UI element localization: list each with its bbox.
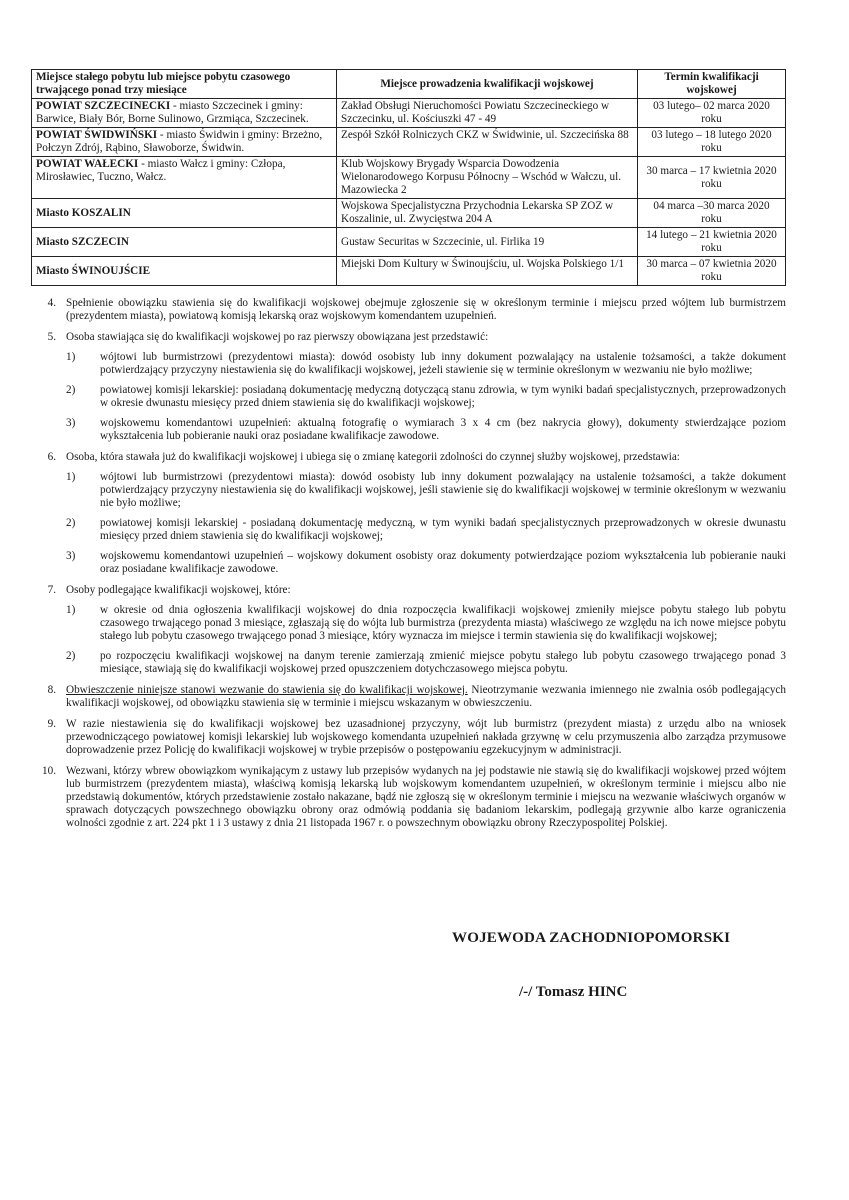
cell-term: 30 marca – 07 kwietnia 2020 roku xyxy=(638,257,786,286)
header-residence: Miejsce stałego pobytu lub miejsce pobytu czasowego trwającego ponad trzy miesiące xyxy=(32,70,337,99)
cell-location: Klub Wojskowy Brygady Wsparcia Dowodzenia Wielonarodowego Korpusu Północny – Wschód w Wałczu, ul. Mazowiecka 2 xyxy=(337,157,638,199)
table-row xyxy=(32,157,786,199)
sub-item-text: powiatowej komisji lekarskiej - posiadaną dokumentację medyczną, w tym wyniki badań specjalistycznych przeprowadzonych w okresie dwunastu miesięcy przed dniem stawienia się do kwalifikacji wojskowej; xyxy=(100,517,786,542)
cell-term: 30 marca – 17 kwietnia 2020 roku xyxy=(638,157,786,199)
sub-item-text: po rozpoczęciu kwalifikacji wojskowej na danym terenie zamierzają zmienić miejsce pobytu stałego lub pobytu czasowego trwającego ponad 3 miesiące, stawiają się do kwalifikacji wojskowej przed opuszczeniem dotychczasowego miejsca pobytu. xyxy=(100,650,786,675)
provision-text: Nieotrzymanie wezwania imiennego nie zwalnia osób podlegających kwalifikacji wojskowej, od obowiązku stawienia się w terminie i miejscu wskazanym w obwieszczeniu. xyxy=(66,684,786,709)
area-name: Miasto SZCZECIN xyxy=(36,235,129,248)
provision-number: 6. xyxy=(47,451,56,463)
sub-item-number: 2) xyxy=(66,517,76,529)
sub-item xyxy=(66,351,786,377)
header-term: Termin kwalifikacji wojskowej xyxy=(638,70,786,99)
provision-number: 7. xyxy=(47,584,56,596)
cell-location: Miejski Dom Kultury w Świnoujściu, ul. Wojska Polskiego 1/1 xyxy=(337,257,638,286)
sub-item xyxy=(66,471,786,510)
area-name: Miasto KOSZALIN xyxy=(36,206,131,219)
notice-provisions xyxy=(34,297,786,838)
signatory-office: WOJEWODA ZACHODNIOPOMORSKI xyxy=(452,930,731,946)
sub-item-number: 3) xyxy=(66,550,76,562)
provision-text: Osoba, która stawała już do kwalifikacji wojskowej i ubiega się o zmianę kategorii zdolności do czynnej służby wojskowej, przedstawia: xyxy=(66,451,680,463)
area-name: POWIAT SZCZECINECKI xyxy=(36,100,171,112)
area-details: - miasto Szczecinek i gminy: Barwice, Biały Bór, Borne Sulinowo, Grzmiąca, Szczecinek. xyxy=(36,100,309,125)
provision-number: 10. xyxy=(42,765,56,777)
cell-term: 03 lutego – 18 lutego 2020 roku xyxy=(638,128,786,157)
cell-location: Wojskowa Specjalistyczna Przychodnia Lekarska SP ZOZ w Koszalinie, ul. Zwycięstwa 204 A xyxy=(337,199,638,228)
table-header-row xyxy=(32,70,786,99)
area-name: Miasto ŚWINOUJŚCIE xyxy=(36,264,151,277)
sub-item-number: 1) xyxy=(66,471,76,483)
sub-item-number: 2) xyxy=(66,384,76,396)
cell-location: Gustaw Securitas w Szczecinie, ul. Firlika 19 xyxy=(337,228,638,257)
cell-area xyxy=(32,228,337,257)
cell-term: 14 lutego – 21 kwietnia 2020 roku xyxy=(638,228,786,257)
table-row xyxy=(32,99,786,128)
sub-item xyxy=(66,517,786,543)
sub-item xyxy=(66,384,786,410)
provision-item xyxy=(34,297,786,323)
provision-text: Osoba stawiająca się do kwalifikacji wojskowej po raz pierwszy obowiązana jest przedstawić: xyxy=(66,331,489,343)
cell-area xyxy=(32,128,337,157)
sub-item-text: wojskowemu komendantowi uzupełnień – wojskowy dokument osobisty oraz dokumenty potwierdzające poziom wykształcenia lub pobieranie nauki oraz posiadane kwalifikacje zawodowe. xyxy=(100,550,786,575)
provision-number: 8. xyxy=(47,684,56,696)
table-row xyxy=(32,257,786,286)
cell-area xyxy=(32,157,337,199)
cell-term: 03 lutego– 02 marca 2020 roku xyxy=(638,99,786,128)
area-name: POWIAT ŚWIDWIŃSKI xyxy=(36,129,158,141)
provision-text: W razie niestawienia się do kwalifikacji wojskowej bez uzasadnionej przyczyny, wójt lub burmistrz (prezydent miasta) z urzędu albo na wniosek przewodniczącego powiatowej komisji lekarskiej lub wojskowego komendanta uzupełnień nakłada grzywnę w celu przymuszenia albo zarządza przymusowe doprowadzenie przez Policję do kwalifikacji wojskowej w trybie przepisów o postępowaniu egzekucyjnym w administracji. xyxy=(66,718,786,756)
provision-item xyxy=(34,765,786,830)
provision-item xyxy=(34,584,786,676)
sub-item-number: 1) xyxy=(66,604,76,616)
provision-number: 5. xyxy=(47,331,56,343)
provision-item xyxy=(34,718,786,757)
cell-location: Zespół Szkół Rolniczych CKZ w Świdwinie, ul. Szczecińska 88 xyxy=(337,128,638,157)
provision-item xyxy=(34,331,786,443)
cell-area xyxy=(32,199,337,228)
table-row xyxy=(32,199,786,228)
provision-text: Osoby podlegające kwalifikacji wojskowej, które: xyxy=(66,584,291,596)
sub-item-number: 1) xyxy=(66,351,76,363)
sub-item-text: wójtowi lub burmistrzowi (prezydentowi miasta): dowód osobisty lub inny dokument pozwalający na ustalenie tożsamości, a także dokument potwierdzający przyczyny niestawienia się do kwalifikacji wojskowej, jeśli stawienie się do kwalifikacji wojskowej w terminie określonym w wezwaniu nie było możliwe; xyxy=(100,471,786,509)
table-row xyxy=(32,228,786,257)
header-location: Miejsce prowadzenia kwalifikacji wojskowej xyxy=(337,70,638,99)
provision-item xyxy=(34,684,786,710)
provision-number: 9. xyxy=(47,718,56,730)
area-name: POWIAT WAŁECKI xyxy=(36,158,139,170)
provision-text: Spełnienie obowiązku stawienia się do kwalifikacji wojskowej obejmuje zgłoszenie się w określonym terminie i miejscu przed wójtem lub burmistrzem (prezydentem miasta), powiatową komisją lekarską oraz wojskowym komendantem uzupełnień. xyxy=(66,297,786,322)
cell-area xyxy=(32,99,337,128)
area-details: - miasto Wałcz i gminy: Człopa, Mirosławiec, Tuczno, Wałcz. xyxy=(36,158,286,183)
sub-item-text: powiatowej komisji lekarskiej: posiadaną dokumentację medyczną dotyczącą stanu zdrowia, w tym wyniki badań specjalistycznych, przeprowadzonych w okresie dwunastu miesięcy przed dniem stawienia się do kwalifikacji wojskowej; xyxy=(100,384,786,409)
area-details: - miasto Świdwin i gminy: Brzeżno, Połczyn Zdrój, Rąbino, Sławoborze, Świdwin. xyxy=(36,129,323,154)
table-row xyxy=(32,128,786,157)
sub-item-text: w okresie od dnia ogłoszenia kwalifikacji wojskowej do dnia rozpoczęcia kwalifikacji wojskowej zmieniły miejsce pobytu stałego lub pobytu czasowego trwającego ponad 3 miesiące, zgłaszają się do wójta lub burmistrza (prezydenta miasta) właściwego ze względu na ich nowe miejsce pobytu stałego lub pobytu czasowego trwającego ponad 3 miesiące, który wyznacza im miejsce i termin stawienia się do kwalifikacji wojskowej; xyxy=(100,604,786,642)
sub-item-text: wojskowemu komendantowi uzupełnień: aktualną fotografię o wymiarach 3 x 4 cm (bez nakrycia głowy), dokumenty stwierdzające poziom wykształcenia lub pobieranie nauki oraz posiadane kwalifikacje zawodowe. xyxy=(100,417,786,442)
qualification-schedule-table xyxy=(31,69,786,286)
provision-text: Wezwani, którzy wbrew obowiązkom wynikającym z ustawy lub przepisów wydanych na jej podstawie nie stawią się do kwalifikacji wojskowej przed wójtem lub burmistrzem (prezydentem miasta), właściwą komisją lekarską lub wojskowym komendantem uzupełnień, w określonym terminie i miejscu albo nie przedstawią dokumentów, których przedstawienie zostało nakazane, bądź nie zgłoszą się w określonym terminie i miejscu na wezwanie właściwych organów w sprawach dotyczących powszechnego obowiązku obrony oraz odmówią poddania się badaniom lekarskim, podlegają grzywnie albo karze ograniczenia wolności zgodnie z art. 224 pkt 1 i 3 ustawy z dnia 21 listopada 1967 r. o powszechnym obowiązku obrony Rzeczypospolitej Polskiej. xyxy=(66,765,786,829)
signatory-name: /-/ Tomasz HINC xyxy=(519,984,628,1000)
provision-number: 4. xyxy=(47,297,56,309)
sub-item-text: wójtowi lub burmistrzowi (prezydentowi miasta): dowód osobisty lub inny dokument pozwalający na ustalenie tożsamości, a także dokument potwierdzający przyczyny niestawienia się do kwalifikacji wojskowej, jeżeli stawienie się w terminie określonym w wezwaniu nie było możliwe; xyxy=(100,351,786,376)
sub-item xyxy=(66,417,786,443)
provision-item xyxy=(34,451,786,576)
cell-term: 04 marca –30 marca 2020 roku xyxy=(638,199,786,228)
cell-location: Zakład Obsługi Nieruchomości Powiatu Szczecineckiego w Szczecinku, ul. Kościuszki 47 - 49 xyxy=(337,99,638,128)
summons-notice-underlined: Obwieszczenie niniejsze stanowi wezwanie do stawienia się do kwalifikacji wojskowej. xyxy=(66,684,468,696)
sub-item-number: 3) xyxy=(66,417,76,429)
sub-item xyxy=(66,650,786,676)
sub-item-number: 2) xyxy=(66,650,76,662)
cell-area xyxy=(32,257,337,286)
sub-item xyxy=(66,604,786,643)
sub-item xyxy=(66,550,786,576)
